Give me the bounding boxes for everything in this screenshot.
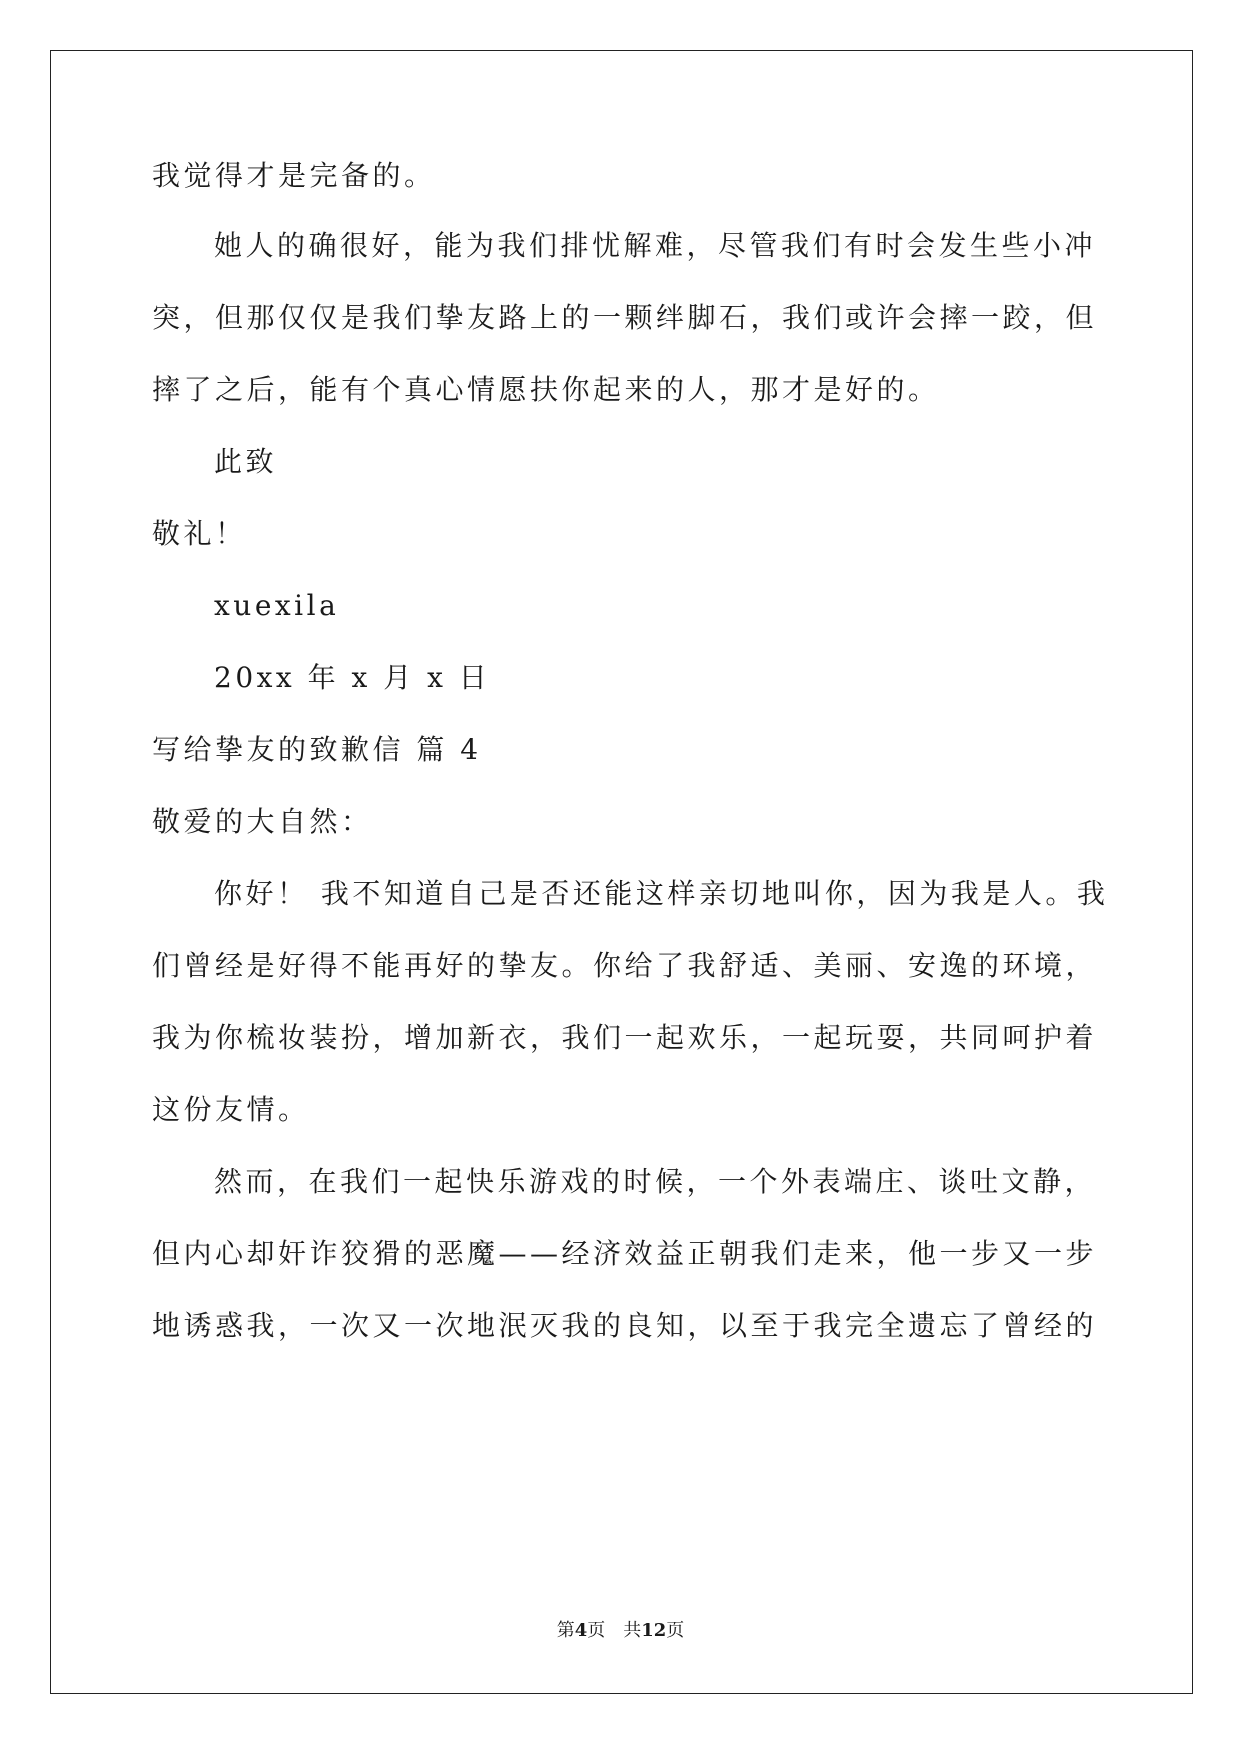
text-line-16: 但内心却奸诈狡猾的恶魔——经济效益正朝我们走来，他一步又一步 bbox=[152, 1237, 1098, 1270]
closing-regards: 敬礼！ bbox=[152, 517, 247, 550]
letter-greeting: 敬爱的大自然： bbox=[152, 805, 373, 838]
footer-page-number: 4 bbox=[574, 1620, 588, 1641]
footer-suffix: 页 bbox=[666, 1620, 685, 1641]
text-line-13: 我为你梳妆装扮，增加新衣，我们一起欢乐，一起玩耍，共同呵护着 bbox=[152, 1021, 1098, 1054]
page-border bbox=[50, 50, 1193, 1694]
text-line-17: 地诱惑我，一次又一次地泯灭我的良知，以至于我完全遗忘了曾经的 bbox=[152, 1309, 1098, 1342]
text-line-2: 她人的确很好，能为我们排忧解难，尽管我们有时会发生些小冲 bbox=[214, 229, 1097, 262]
text-line-12: 们曾经是好得不能再好的挚友。你给了我舒适、美丽、安逸的环境， bbox=[152, 949, 1098, 982]
signature-name: xuexila bbox=[214, 589, 340, 622]
footer-prefix: 第 bbox=[556, 1620, 575, 1641]
page-footer bbox=[0, 1616, 1241, 1642]
signature-date: 20xx 年 x 月 x 日 bbox=[214, 661, 491, 694]
text-line-11: 你好！ 我不知道自己是否还能这样亲切地叫你，因为我是人。我 bbox=[214, 877, 1109, 910]
footer-total-pages: 12 bbox=[641, 1620, 667, 1641]
text-line-1: 我觉得才是完备的。 bbox=[152, 159, 436, 192]
text-line-15: 然而，在我们一起快乐游戏的时候，一个外表端庄、谈吐文静， bbox=[214, 1165, 1097, 1198]
text-line-3: 突，但那仅仅是我们挚友路上的一颗绊脚石，我们或许会摔一跤，但 bbox=[152, 301, 1098, 334]
closing-salutation: 此致 bbox=[214, 445, 278, 478]
text-line-4: 摔了之后，能有个真心情愿扶你起来的人，那才是好的。 bbox=[152, 373, 940, 406]
text-line-14: 这份友情。 bbox=[152, 1093, 310, 1126]
footer-middle: 页 共 bbox=[587, 1620, 642, 1641]
section-title: 写给挚友的致歉信 篇 4 bbox=[152, 733, 482, 766]
